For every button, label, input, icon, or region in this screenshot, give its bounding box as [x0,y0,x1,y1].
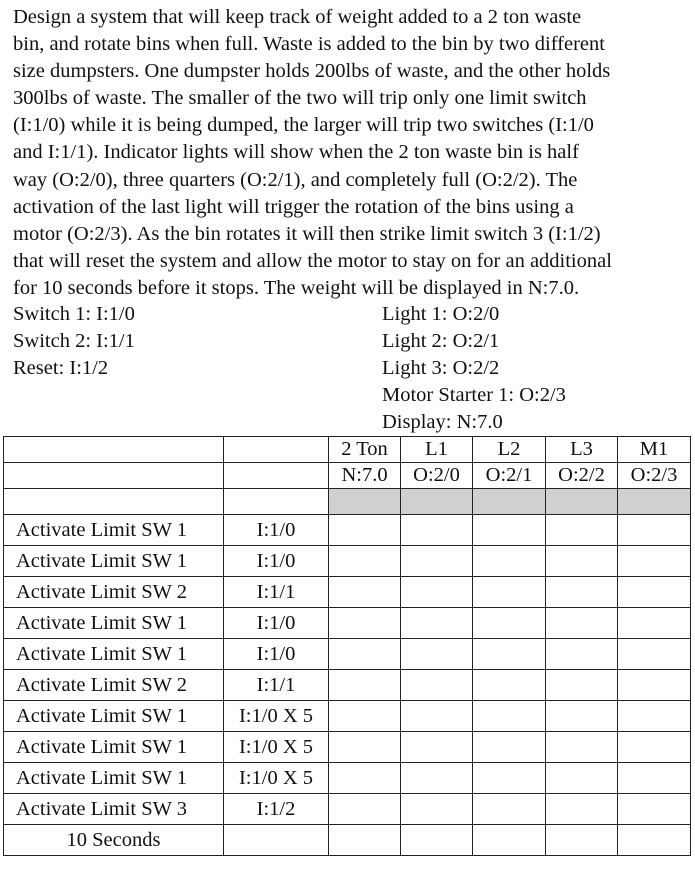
shaded-cell [546,489,618,515]
table-cell [473,639,546,670]
table-cell [473,577,546,608]
row-input-address: I:1/2 [224,794,329,825]
table-cell [329,546,401,577]
table-cell [473,515,546,546]
problem-line: motor (O:2/3). As the bin rotates it will then strike limit switch 3 (I:1/2) [13,222,601,245]
row-input-address: I:1/1 [224,577,329,608]
final-row-label: 10 Seconds [4,825,224,856]
table-cell [473,825,546,856]
table-cell [329,577,401,608]
row-action: Activate Limit SW 3 [4,794,224,825]
table-cell [473,546,546,577]
row-action: Activate Limit SW 1 [4,546,224,577]
table-cell [618,732,691,763]
row-action: Activate Limit SW 1 [4,763,224,794]
table-cell [546,732,618,763]
table-cell [618,794,691,825]
table-cell [546,608,618,639]
shaded-cell [473,489,546,515]
table-cell [546,515,618,546]
table-cell [473,670,546,701]
table-row [4,515,691,546]
row-action: Activate Limit SW 2 [4,670,224,701]
problem-line: and I:1/1). Indicator lights will show when the 2 ton waste bin is half [13,141,579,164]
table-cell [618,577,691,608]
problem-line: size dumpsters. One dumpster holds 200lbs of waste, and the other holds [13,60,611,83]
shaded-cell [401,489,473,515]
problem-line: bin, and rotate bins when full. Waste is added to the bin by two different [13,33,605,56]
table-cell [546,546,618,577]
output-assignment-motor-starter: Motor Starter 1: O:2/3 [382,384,566,406]
table-cell [473,794,546,825]
input-assignment-reset: Reset: I:1/2 [13,357,109,379]
table-cell [546,825,618,856]
table-cell [401,670,473,701]
row-input-address: I:1/0 [224,639,329,670]
column-header-m1: M1 [618,437,691,463]
table-initial-state-row [4,489,691,515]
table-cell [329,670,401,701]
column-address-n7-0: N:7.0 [329,463,401,489]
shaded-cell [329,489,401,515]
table-cell [401,732,473,763]
table-cell [4,437,224,463]
table-row [4,639,691,670]
table-row [4,670,691,701]
table-cell [4,463,224,489]
column-address-o2-1: O:2/1 [473,463,546,489]
state-table [3,436,691,856]
row-action: Activate Limit SW 1 [4,701,224,732]
problem-line: 300lbs of waste. The smaller of the two will trip only one limit switch [13,87,587,110]
output-assignment-light-1: Light 1: O:2/0 [382,303,500,325]
column-address-o2-0: O:2/0 [401,463,473,489]
table-cell [224,463,329,489]
row-action: Activate Limit SW 1 [4,515,224,546]
table-cell [618,639,691,670]
problem-line: activation of the last light will trigger the rotation of the bins using a [13,195,574,218]
table-row [4,577,691,608]
output-assignment-light-3: Light 3: O:2/2 [382,357,500,379]
table-cell [618,670,691,701]
table-cell [473,608,546,639]
table-cell [329,608,401,639]
table-cell [329,794,401,825]
table-cell [618,763,691,794]
column-header-2-ton: 2 Ton [329,437,401,463]
table-cell [546,763,618,794]
table-cell [546,577,618,608]
row-input-address: I:1/0 X 5 [224,732,329,763]
table-cell [401,639,473,670]
table-cell [473,732,546,763]
problem-line: for 10 seconds before it stops. The weight will be displayed in N:7.0. [13,276,580,299]
row-input-address: I:1/0 X 5 [224,701,329,732]
input-assignment-switch-2: Switch 2: I:1/1 [13,330,135,352]
table-cell [329,639,401,670]
table-cell [618,515,691,546]
table-row-final [4,825,691,856]
table-cell [329,515,401,546]
table-cell [224,825,329,856]
row-action: Activate Limit SW 1 [4,732,224,763]
table-row [4,701,691,732]
table-cell [401,825,473,856]
table-header-addresses-row [4,463,691,489]
row-input-address: I:1/0 X 5 [224,763,329,794]
shaded-cell [618,489,691,515]
table-cell [401,546,473,577]
row-action: Activate Limit SW 1 [4,639,224,670]
row-action: Activate Limit SW 2 [4,577,224,608]
problem-line: Design a system that will keep track of weight added to a 2 ton waste [13,6,582,28]
column-address-o2-3: O:2/3 [618,463,691,489]
table-cell [473,701,546,732]
table-row [4,546,691,577]
output-assignment-light-2: Light 2: O:2/1 [382,330,500,352]
table-cell [4,489,224,515]
table-cell [546,670,618,701]
row-input-address: I:1/1 [224,670,329,701]
table-row [4,794,691,825]
table-cell [401,763,473,794]
table-cell [329,732,401,763]
table-cell [224,437,329,463]
row-action: Activate Limit SW 1 [4,608,224,639]
table-row [4,763,691,794]
table-cell [401,515,473,546]
table-cell [329,825,401,856]
problem-line: (I:1/0) while it is being dumped, the larger will trip two switches (I:1/0 [13,114,594,137]
table-cell [618,825,691,856]
column-header-l2: L2 [473,437,546,463]
problem-line: that will reset the system and allow the motor to stay on for an additional [13,249,612,272]
table-cell [401,577,473,608]
table-cell [473,763,546,794]
table-cell [546,701,618,732]
output-assignment-display: Display: N:7.0 [382,411,503,433]
table-cell [329,701,401,732]
row-input-address: I:1/0 [224,515,329,546]
column-header-l1: L1 [401,437,473,463]
column-address-o2-2: O:2/2 [546,463,618,489]
table-cell [401,794,473,825]
table-cell [329,763,401,794]
problem-line: way (O:2/0), three quarters (O:2/1), and completely full (O:2/2). The [13,168,578,191]
table-cell [546,794,618,825]
table-cell [618,546,691,577]
table-cell [546,639,618,670]
row-input-address: I:1/0 [224,608,329,639]
table-cell [401,608,473,639]
table-cell [224,489,329,515]
problem-statement [13,4,695,302]
table-cell [401,701,473,732]
input-assignment-switch-1: Switch 1: I:1/0 [13,303,135,325]
table-cell [618,608,691,639]
column-header-l3: L3 [546,437,618,463]
table-row [4,732,691,763]
row-input-address: I:1/0 [224,546,329,577]
table-row [4,608,691,639]
table-cell [618,701,691,732]
table-header-names-row [4,437,691,463]
